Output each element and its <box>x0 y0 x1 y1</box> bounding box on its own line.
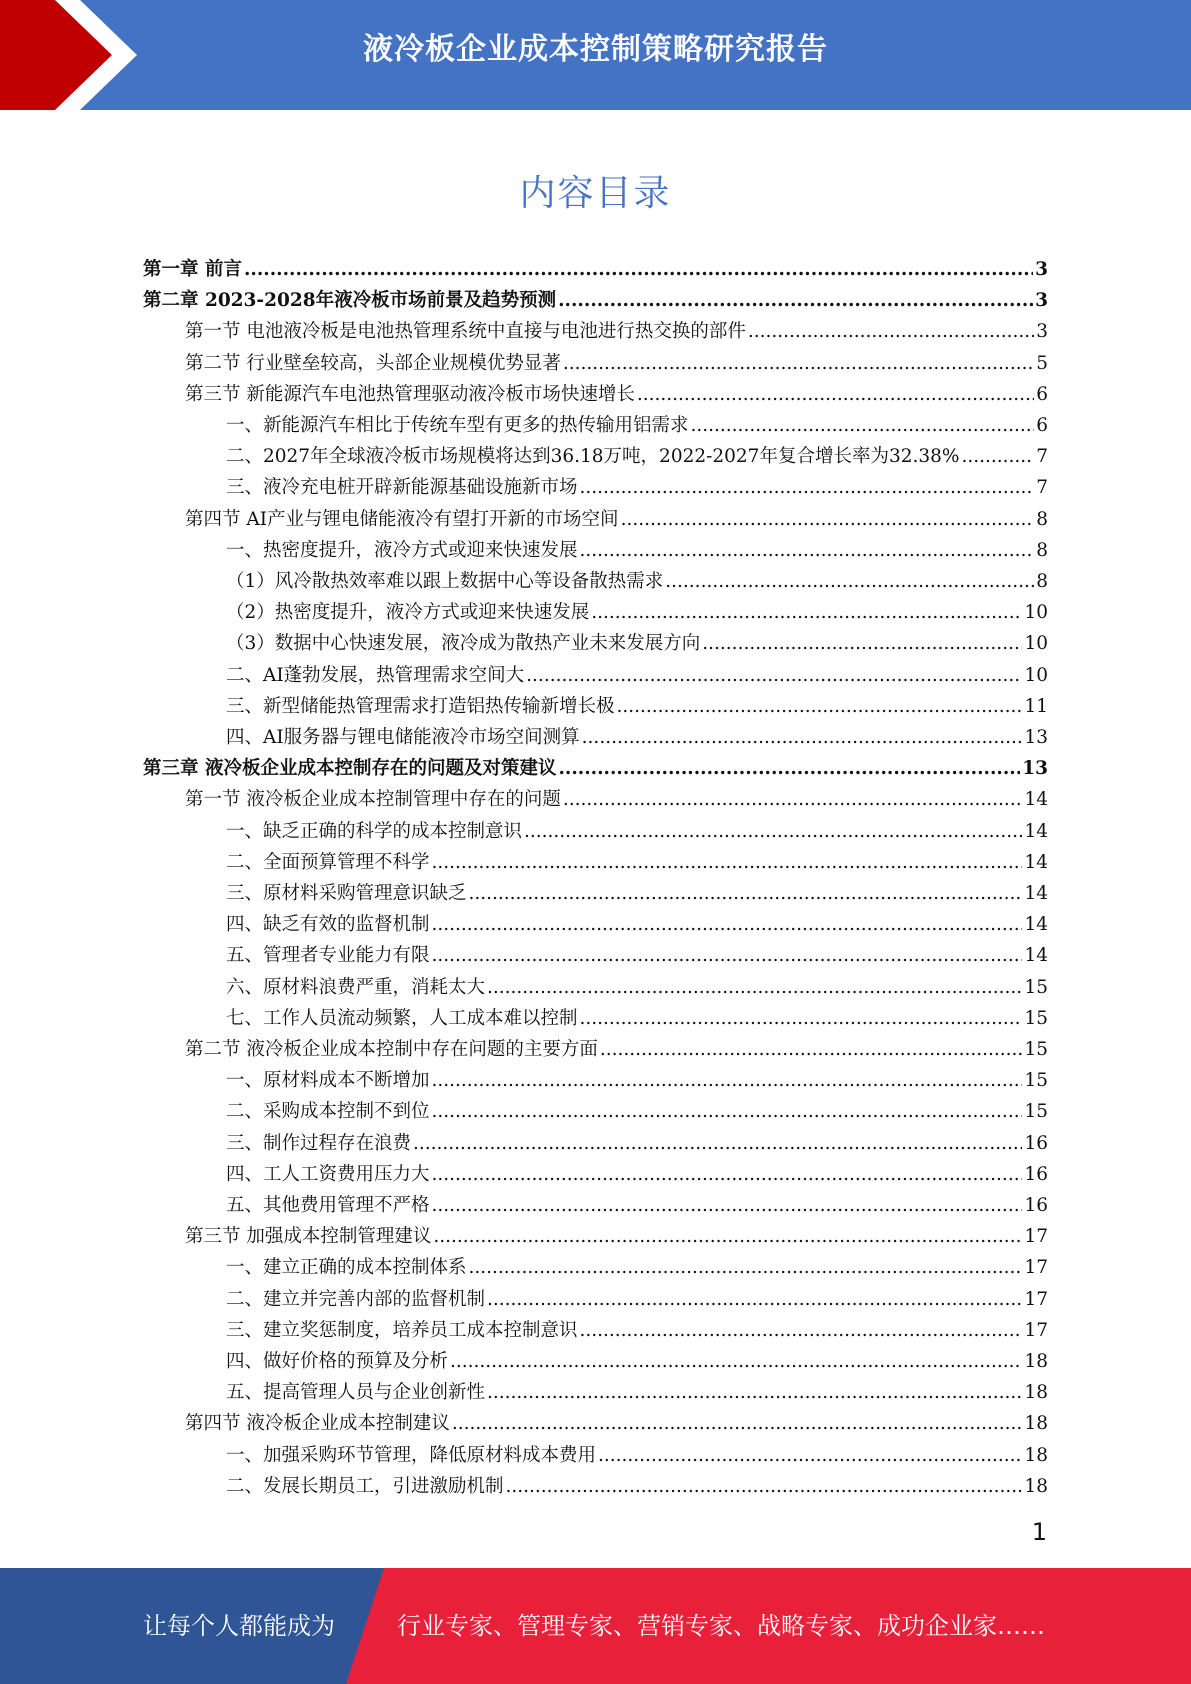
toc-entry[interactable] <box>226 1440 1048 1471</box>
toc-entry-page: 18 <box>1024 1351 1048 1372</box>
toc-entry-title: 四、做好价格的预算及分析 <box>226 1351 449 1372</box>
toc-entry-title: 第三节 加强成本控制管理建议 <box>185 1226 432 1248</box>
toc-leader-dots <box>487 1377 1022 1408</box>
toc-leader-dots <box>702 628 1022 659</box>
toc-entry-title: 七、工作人员流动频繁，人工成本难以控制 <box>226 1007 578 1029</box>
toc-entry-page: 13 <box>1024 727 1048 748</box>
toc-entry-title: 四、AI服务器与锂电储能液冷市场空间测算 <box>226 727 580 748</box>
toc-entry-title: 第一节 电池液冷板是电池热管理系统中直接与电池进行热交换的部件 <box>185 321 746 343</box>
toc-leader-dots <box>600 1034 1023 1065</box>
toc-entry[interactable] <box>185 348 1048 379</box>
toc-entry-title: 五、管理者专业能力有限 <box>226 945 430 967</box>
toc-entry-title: 二、发展长期员工，引进激励机制 <box>226 1475 504 1497</box>
toc-entry-title: 一、原材料成本不断增加 <box>226 1070 430 1092</box>
toc-entry-page: 17 <box>1024 1226 1048 1248</box>
toc-entry[interactable] <box>226 940 1048 971</box>
toc-entry[interactable] <box>226 535 1048 566</box>
toc-entry[interactable] <box>143 254 1048 285</box>
toc-entry[interactable] <box>226 1284 1048 1315</box>
toc-entry-page: 16 <box>1024 1195 1048 1216</box>
toc-entry[interactable] <box>226 847 1048 878</box>
toc-leader-dots <box>558 285 1033 316</box>
toc-entry[interactable] <box>185 316 1048 347</box>
toc-leader-dots <box>506 1471 1023 1502</box>
toc-leader-dots <box>469 1252 1023 1283</box>
toc-entry[interactable] <box>226 566 1048 597</box>
toc-entry-page: 14 <box>1024 914 1048 936</box>
toc-entry-page: 10 <box>1024 602 1048 624</box>
toc-entry-page: 18 <box>1024 1444 1048 1466</box>
toc-entry[interactable] <box>226 878 1048 909</box>
toc-entry-page: 15 <box>1024 1070 1048 1092</box>
toc-entry[interactable] <box>226 1159 1048 1190</box>
toc-entry-page: 6 <box>1036 383 1048 405</box>
toc-entry-page: 17 <box>1024 1257 1048 1279</box>
toc-entry-title: 一、加强采购环节管理，降低原材料成本费用 <box>226 1444 597 1466</box>
toc-entry[interactable] <box>226 1128 1048 1159</box>
toc-leader-dots <box>524 816 1022 847</box>
toc-entry-title: 三、原材料采购管理意识缺乏 <box>226 883 467 904</box>
toc-entry-page: 14 <box>1024 883 1048 904</box>
toc-leader-dots <box>621 504 1035 535</box>
toc-entry-title: 一、缺乏正确的科学的成本控制意识 <box>226 820 523 842</box>
toc-leader-dots <box>563 348 1034 379</box>
toc-entry-page: 8 <box>1036 539 1048 561</box>
toc-leader-dots <box>432 909 1023 940</box>
toc-entry[interactable] <box>226 1065 1048 1096</box>
toc-entry-title: 五、提高管理人员与企业创新性 <box>226 1382 486 1404</box>
toc-leader-dots <box>580 1315 1023 1346</box>
page-header <box>0 0 1191 110</box>
toc-leader-dots <box>432 940 1023 971</box>
toc-entry-page: 18 <box>1024 1413 1048 1435</box>
toc-entry-page: 16 <box>1024 1132 1048 1154</box>
toc-entry-page: 15 <box>1024 1101 1048 1123</box>
toc-entry-title: 一、建立正确的成本控制体系 <box>226 1257 467 1279</box>
toc-entry-title: （1）风冷散热效率难以跟上数据中心等设备散热需求 <box>226 571 664 592</box>
toc-entry-title: 二、全面预算管理不科学 <box>226 851 430 873</box>
toc-leader-dots <box>598 1440 1022 1471</box>
toc-entry-page: 10 <box>1024 633 1048 655</box>
toc-entry[interactable] <box>226 1315 1048 1346</box>
toc-entry-page: 15 <box>1024 976 1048 998</box>
toc-leader-dots <box>526 660 1022 691</box>
toc-entry[interactable] <box>226 628 1048 659</box>
toc-entry-title: 一、热密度提升，液冷方式或迎来快速发展 <box>226 539 578 561</box>
toc-entry[interactable] <box>185 784 1048 815</box>
toc-entry[interactable] <box>226 1096 1048 1127</box>
toc-entry[interactable] <box>226 816 1048 847</box>
toc-leader-dots <box>487 1284 1022 1315</box>
toc-entry[interactable] <box>226 972 1048 1003</box>
toc-leader-dots <box>962 441 1035 472</box>
toc-entry-title: 三、新型储能热管理需求打造铝热传输新增长极 <box>226 695 615 717</box>
toc-entry-title: 第二节 行业壁垒较高，头部企业规模优势显著 <box>185 352 561 374</box>
toc-entry-page: 14 <box>1024 789 1048 811</box>
toc-entry-page: 13 <box>1022 758 1048 780</box>
toc-entry-title: 四、缺乏有效的监督机制 <box>226 914 430 936</box>
toc-leader-dots <box>469 878 1023 909</box>
toc-entry-page: 16 <box>1024 1163 1048 1185</box>
toc-entry-page: 8 <box>1036 508 1048 530</box>
toc-entry[interactable] <box>143 285 1048 316</box>
page-number: 1 <box>1031 1518 1047 1546</box>
toc-entry[interactable] <box>226 1190 1048 1221</box>
toc-entry[interactable] <box>185 504 1048 535</box>
toc-leader-dots <box>432 1159 1023 1190</box>
toc-leader-dots <box>563 784 1023 815</box>
toc-entry-page: 7 <box>1036 477 1048 499</box>
toc-entry-page: 17 <box>1024 1319 1048 1341</box>
toc-entry-title: 第三章 液冷板企业成本控制存在的问题及对策建议 <box>143 758 557 780</box>
toc-entry-title: 二、2027年全球液冷板市场规模将达到36.18万吨，2022-2027年复合增长率为32.38% <box>226 446 960 468</box>
toc-entry-title: 第二章 2023-2028年液冷板市场前景及趋势预测 <box>143 290 557 312</box>
toc-entry-title: 三、建立奖惩制度，培养员工成本控制意识 <box>226 1319 578 1341</box>
toc-leader-dots <box>432 1065 1023 1096</box>
toc-heading: 内容目录 <box>519 173 672 214</box>
toc-entry[interactable] <box>226 722 1048 753</box>
toc-leader-dots <box>580 535 1035 566</box>
toc-leader-dots <box>244 254 1033 285</box>
toc-entry-page: 14 <box>1024 945 1048 967</box>
toc-leader-dots <box>637 379 1034 410</box>
toc-leader-dots <box>452 1408 1023 1439</box>
footer-slogan-left: 让每个人都能成为 <box>143 1612 335 1640</box>
toc-leader-dots <box>433 1221 1022 1252</box>
toc-leader-dots <box>413 1128 1022 1159</box>
toc-leader-dots <box>432 1096 1023 1127</box>
toc-entry[interactable] <box>185 1408 1048 1439</box>
toc-entry[interactable] <box>226 1346 1048 1377</box>
toc-entry[interactable] <box>226 691 1048 722</box>
toc-entry[interactable] <box>226 472 1048 503</box>
page-footer <box>0 1568 1191 1684</box>
toc-entry-title: 一、新能源汽车相比于传统车型有更多的热传输用铝需求 <box>226 415 689 436</box>
toc-entry-page: 6 <box>1036 415 1048 436</box>
toc-entry-page: 8 <box>1036 571 1048 592</box>
toc-entry-title: 四、工人工资费用压力大 <box>226 1163 430 1185</box>
toc-entry-title: 二、AI蓬勃发展，热管理需求空间大 <box>226 664 525 686</box>
toc-entry-title: 二、建立并完善内部的监督机制 <box>226 1288 486 1310</box>
toc-leader-dots <box>580 1003 1023 1034</box>
toc-entry[interactable] <box>226 410 1048 441</box>
report-title: 液冷板企业成本控制策略研究报告 <box>363 32 828 67</box>
toc-leader-dots <box>580 472 1035 503</box>
toc-entry-page: 15 <box>1024 1007 1048 1029</box>
toc-entry[interactable] <box>226 1471 1048 1502</box>
toc-entry-title: （3）数据中心快速发展，液冷成为散热产业未来发展方向 <box>226 633 701 655</box>
toc-entry[interactable] <box>226 441 1048 472</box>
toc-entry-page: 5 <box>1036 352 1048 374</box>
toc-entry[interactable] <box>185 1221 1048 1252</box>
toc-entry-title: 第四节 AI产业与锂电储能液冷有望打开新的市场空间 <box>185 508 619 530</box>
toc-entry-page: 17 <box>1024 1288 1048 1310</box>
toc-leader-dots <box>748 316 1034 347</box>
toc-entry-page: 7 <box>1036 446 1048 468</box>
toc-entry-title: 第一章 前言 <box>143 259 242 280</box>
toc-leader-dots <box>432 847 1023 878</box>
toc-leader-dots <box>582 722 1023 753</box>
toc-entry[interactable] <box>226 909 1048 940</box>
toc-entry-page: 11 <box>1024 695 1048 717</box>
toc-entry-page: 14 <box>1024 820 1048 842</box>
toc-entry-title: 第三节 新能源汽车电池热管理驱动液冷板市场快速增长 <box>185 383 635 405</box>
toc-entry[interactable] <box>185 1034 1048 1065</box>
toc-entry[interactable] <box>226 1377 1048 1408</box>
toc-entry[interactable] <box>226 660 1048 691</box>
toc-entry[interactable] <box>226 1252 1048 1283</box>
toc-entry-page: 15 <box>1024 1039 1048 1060</box>
toc-entry-page: 14 <box>1024 851 1048 873</box>
footer-slogan-right: 行业专家、管理专家、营销专家、战略专家、成功企业家…… <box>397 1612 1045 1640</box>
toc-entry[interactable] <box>143 753 1048 784</box>
toc-leader-dots <box>691 410 1035 441</box>
toc-entry-page: 10 <box>1024 664 1048 686</box>
toc-entry-title: 第二节 液冷板企业成本控制中存在问题的主要方面 <box>185 1039 598 1060</box>
toc-entry-title: 三、液冷充电桩开辟新能源基础设施新市场 <box>226 477 578 499</box>
toc-entry-page: 3 <box>1035 290 1048 312</box>
toc-leader-dots <box>558 753 1020 784</box>
toc-leader-dots <box>617 691 1023 722</box>
toc-entry-page: 18 <box>1024 1382 1048 1404</box>
toc-entry[interactable] <box>226 1003 1048 1034</box>
toc-entry-title: 二、采购成本控制不到位 <box>226 1101 430 1123</box>
toc-leader-dots <box>665 566 1034 597</box>
toc-entry-page: 18 <box>1024 1475 1048 1497</box>
toc-entry-title: 第一节 液冷板企业成本控制管理中存在的问题 <box>185 789 561 811</box>
toc-entry-title: 五、其他费用管理不严格 <box>226 1195 430 1216</box>
toc-entry-title: （2）热密度提升，液冷方式或迎来快速发展 <box>226 602 590 624</box>
toc-entry-title: 第四节 液冷板企业成本控制建议 <box>185 1413 450 1435</box>
toc-leader-dots <box>450 1346 1022 1377</box>
toc-entry-page: 3 <box>1036 321 1048 343</box>
toc-entry-page: 3 <box>1035 259 1048 280</box>
toc-leader-dots <box>487 972 1022 1003</box>
toc-entry-title: 三、制作过程存在浪费 <box>226 1132 412 1154</box>
toc-leader-dots <box>432 1190 1023 1221</box>
toc-leader-dots <box>591 597 1022 628</box>
toc-entry[interactable] <box>226 597 1048 628</box>
toc-entry[interactable] <box>185 379 1048 410</box>
toc-entry-title: 六、原材料浪费严重，消耗太大 <box>226 976 486 998</box>
